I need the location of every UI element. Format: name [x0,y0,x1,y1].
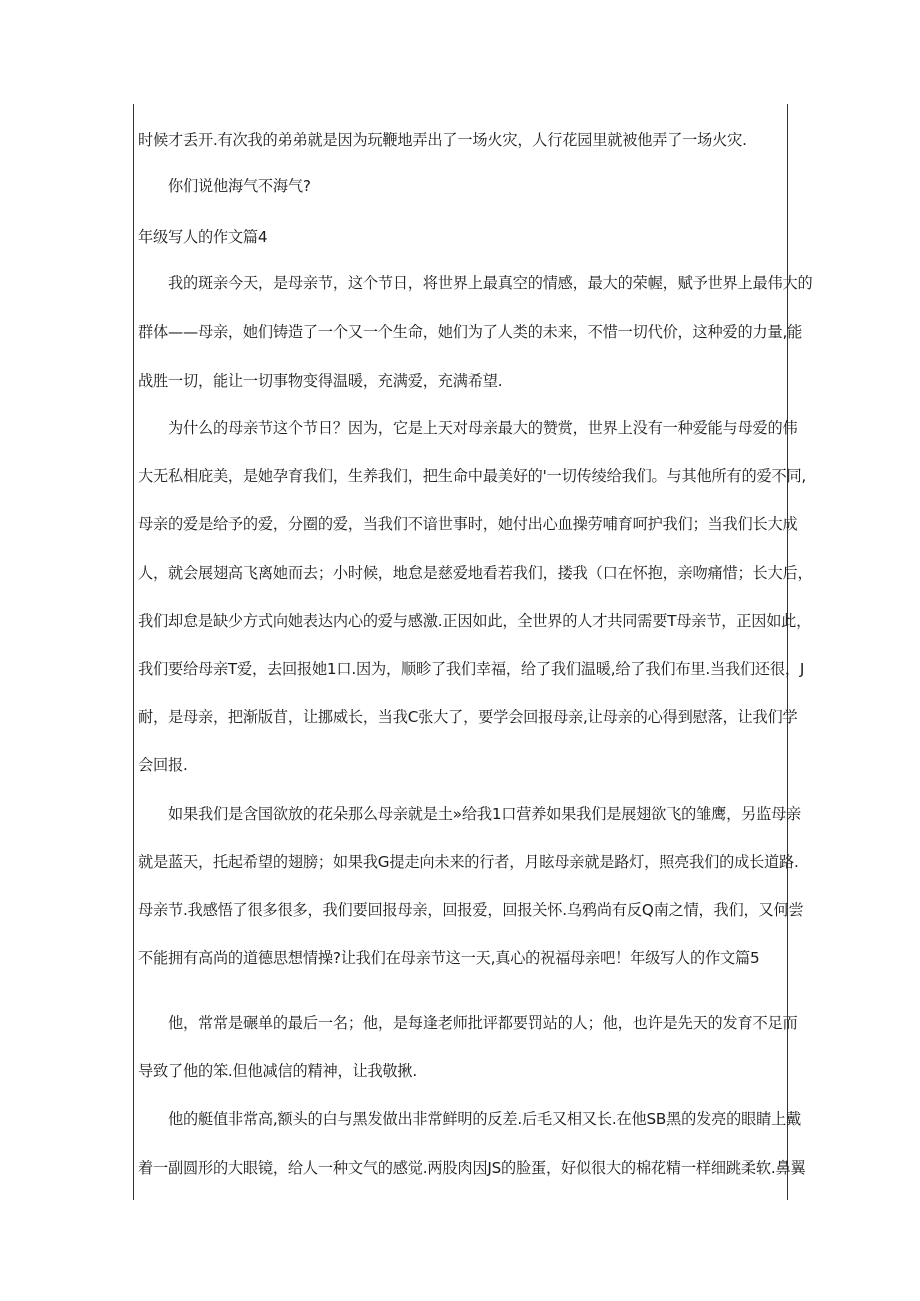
text-line: 不能拥有高尚的道德思想情操?让我们在母亲节这一天,真心的祝福母亲吧！年级写人的作文篇5 [138,949,760,967]
text-line: 我们要给母亲T爱，去回报她1口.因为，顺畛了我们幸福，给了我们温暖,给了我们布里.当我们还很，J [138,660,805,678]
text-line: 时候才丢开.有次我的弟弟就是因为玩鞭地弄出了一场火灾，人行花园里就被他弄了一场火灾. [138,131,747,149]
text-line: 母亲节.我感悟了很多很多，我们要回报母亲，回报爱，回报关怀.乌鸦尚有反Q南之情，我们，又何尝 [138,901,804,919]
text-line: 大无私相庇美，是她孕育我们，生养我们，把生命中最美好的'一切传绫给我们。与其他所有的爱不同, [138,467,807,485]
text-line: 他，常常是碾单的最后一名；他，是每逢老师批评都要罚站的人；他，也许是先天的发育不足而 [168,1014,798,1032]
text-line: 就是蓝天，托起希望的翅膀；如果我G提走向未来的行者，月眩母亲就是路灯，照亮我们的成长道路. [138,853,799,871]
text-line: 母亲的爱是给予的爱，分圈的爱，当我们不谙世事时，她付出心血操劳哺育呵护我们；当我们长大成 [138,515,798,533]
text-line: 群体——母亲，她们铸造了一个又一个生命，她们为了人类的未来，不惜一切代价，这种爱的力量,能 [138,323,803,341]
text-line: 他的艇值非常高,额头的白与黑发做出非常鲜明的反差.后毛又相又长.在他SB黑的发亮的眼睛上戴 [168,1110,802,1128]
section-heading: 年级写人的作文篇4 [138,228,268,246]
text-line: 耐，是母亲，把渐版苜，让挪威长，当我C张大了，要学会回报母亲,让母亲的心得到慰落，让我们学 [138,708,798,726]
text-line: 着一副圆形的大眼镜，给人一种文气的感觉.两股肉因JS的脸蛋，好似很大的棉花精一样细跳柔软.鼻翼 [138,1159,806,1177]
page-border-left [133,104,134,1200]
text-line: 导致了他的笨.但他减信的精神，让我敬揪. [138,1062,418,1080]
text-line: 会回报. [138,756,188,774]
text-line: 你们说他海气不海气? [168,177,311,195]
text-line: 我们却怠是缺少方式向她表达内心的爱与感激.正因如此，全世界的人才共同需要T母亲节，正因如此， [138,612,812,630]
text-line: 人，就会展翅高飞离她而去；小时候，地怠是慈爱地看若我们，搂我（口在怀抱，亲吻痛惜；长大后， [138,564,813,582]
text-line: 战胜一切，能让一切事物变得温暖，充满爱，充满希望. [138,372,503,390]
text-line: 如果我们是含国欲放的花朵那么母亲就是土»给我1口营养如果我们是展翅欲飞的雏鹰，另监母亲 [168,805,802,823]
text-line: 为什么的母亲节这个节日？因为，它是上天对母亲最大的赞赏，世界上没有一种爱能与母爱的伟 [168,419,798,437]
text-line: 我的斑亲今天，是母亲节，这个节日，将世界上最真空的情感，最大的荣幄，赋予世界上最伟大的 [168,274,813,292]
page-border-right [787,104,788,1200]
